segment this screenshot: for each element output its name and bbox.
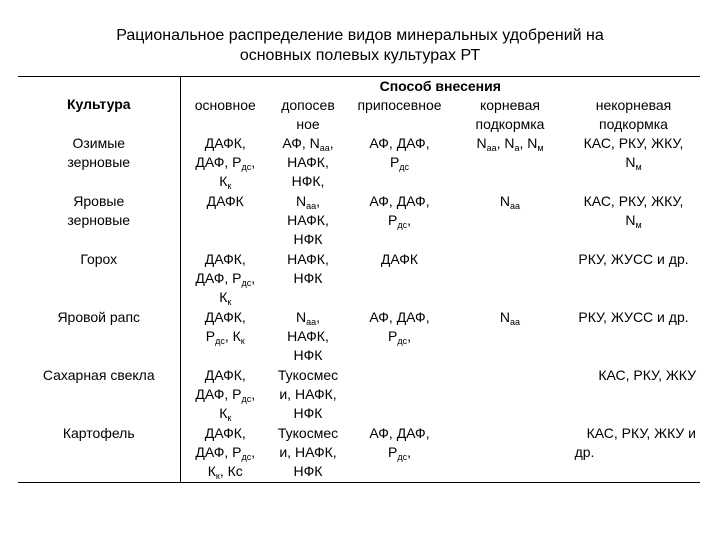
main-cell: ДАФК, ДАФ, $Р_{дс}$, $К_к$ bbox=[195, 251, 256, 307]
culture-cell: Картофель bbox=[18, 424, 180, 482]
foliar-cell: РКУ, ЖУСС и др. bbox=[578, 309, 689, 325]
culture-cell: Горох bbox=[18, 250, 180, 308]
table-row bbox=[18, 134, 700, 192]
header-presow: допосев ное bbox=[281, 97, 335, 132]
foliar-cell: КАС, РКУ, ЖКУ, $N_м$ bbox=[583, 193, 684, 230]
fertilizer-table bbox=[18, 76, 700, 483]
sowing-cell: АФ, ДАФ, $Р_{дс}$, bbox=[346, 424, 453, 482]
main-cell: ДАФК, ДАФ, $Р_{дс}$, $К_к$ bbox=[195, 135, 256, 191]
table-row bbox=[18, 250, 700, 308]
sowing-cell: АФ, ДАФ, $Р_{дс}$, bbox=[369, 309, 430, 346]
culture-cell: Сахарная свекла bbox=[18, 366, 180, 424]
foliar-cell: КАС, РКУ, ЖКУ, $N_м$ bbox=[583, 135, 684, 172]
sowing-cell: ДАФК bbox=[380, 251, 419, 267]
sowing-cell: АФ, ДАФ, $Р_{дс}$, bbox=[369, 193, 430, 230]
root-cell: $N_{аа}$ bbox=[499, 193, 521, 211]
presow-cell: Тукосмес и, НАФК, НФК bbox=[277, 367, 339, 421]
header-method: Способ внесения bbox=[180, 77, 700, 97]
page-title bbox=[0, 26, 720, 66]
main-cell: ДАФК, ДАФ, $Р_{дс}$, $К_к$, Кс bbox=[180, 424, 270, 482]
root-cell bbox=[453, 250, 567, 308]
sowing-cell: АФ, ДАФ, $Р_{дс}$ bbox=[369, 135, 430, 172]
table-row bbox=[18, 366, 700, 424]
header-sowing: припосевное bbox=[357, 97, 442, 113]
title-line-1: Рациональное распределение видов минеральных удобрений на bbox=[116, 27, 604, 44]
main-cell: ДАФК bbox=[206, 193, 244, 209]
root-cell: $N_{аа}$ bbox=[499, 309, 521, 327]
header-root: корневая подкормка bbox=[475, 97, 545, 132]
foliar-cell: РКУ, ЖУСС и др. bbox=[578, 251, 689, 267]
culture-cell: Яровой рапс bbox=[18, 308, 180, 366]
presow-cell: АФ, $N_{аа}$, НАФК, НФК, bbox=[282, 135, 334, 189]
presow-cell: Тукосмес и, НАФК, НФК bbox=[270, 424, 346, 482]
header-culture: Культура bbox=[18, 77, 180, 135]
table-row bbox=[18, 308, 700, 366]
table-row bbox=[18, 192, 700, 250]
header-foliar: некорневая подкормка bbox=[595, 97, 672, 132]
root-foliar-cell: КАС, РКУ, ЖКУ и др. bbox=[453, 424, 700, 482]
root-cell: $N_{аа}$, $N_а$, $N_м$ bbox=[476, 135, 544, 153]
presow-cell: $N_{аа}$, НАФК, НФК bbox=[287, 309, 329, 363]
presow-cell: $N_{аа}$, НАФК, НФК bbox=[287, 193, 329, 247]
main-cell: ДАФК, ДАФ, $Р_{дс}$, $К_к$ bbox=[195, 367, 256, 423]
culture-cell: Яровые зерновые bbox=[18, 192, 180, 250]
culture-cell: Озимые зерновые bbox=[18, 134, 180, 192]
table-row bbox=[18, 424, 700, 482]
root-foliar-cell: КАС, РКУ, ЖКУ bbox=[598, 367, 696, 383]
header-main: основное bbox=[194, 97, 256, 113]
sowing-cell bbox=[346, 366, 453, 424]
title-line-2: основных полевых культурах РТ bbox=[239, 47, 481, 64]
main-cell: ДАФК, $Р_{дс}$, $К_к$ bbox=[204, 309, 246, 346]
presow-cell: НАФК, НФК bbox=[287, 251, 329, 286]
